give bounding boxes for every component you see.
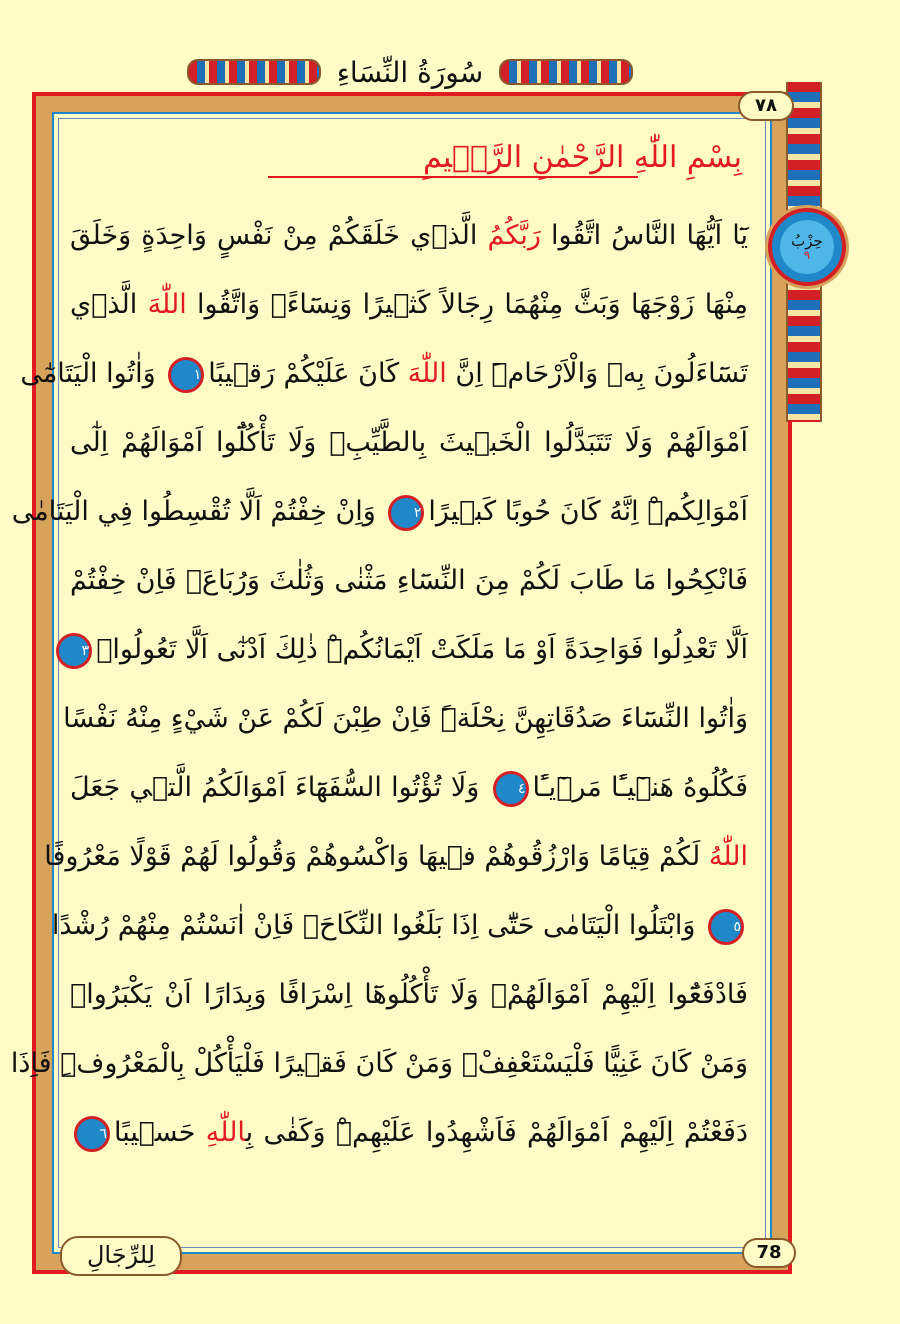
verse-text: اَلَّا تَعْدِلُوا فَوَاحِدَةً اَوْ مَا مَلَكَتْ اَيْمَانُكُمْۜ ذٰلِكَ اَدْنٰٓى اَلَّا تَعُولُواۜ — [96, 634, 748, 665]
verse-text: وَلَا تُؤْتُوا السُّفَهَٓاءَ اَمْوَالَكُمُ الَّت۪ي جَعَلَ — [70, 772, 489, 803]
ayah-number-marker: ٦ — [74, 1116, 110, 1152]
divine-name: رَبَّكُمُ — [487, 220, 541, 251]
verse-line — [51, 896, 748, 956]
verse-text: اَمْوَالَهُمْ وَلَا تَتَبَدَّلُوا الْخَب۪يثَ بِالطَّيِّبِۖ وَلَا تَأْكُلُٓوا اَمْوَالَهُمْ اِلٰٓى — [70, 427, 748, 458]
verse-text: يَٓا اَيُّهَا النَّاسُ اتَّقُوا — [540, 220, 748, 251]
surah-header — [150, 52, 670, 92]
verse-text: الَّذ۪ي خَلَقَكُمْ مِنْ نَفْسٍ وَاحِدَةٍ وَخَلَقَ — [70, 220, 488, 251]
ayah-number-marker: ٢ — [388, 495, 424, 531]
hizb-medallion — [768, 208, 846, 286]
verse-line — [11, 482, 748, 542]
page-number-bottom: 78 — [742, 1238, 796, 1268]
header-ornament-left — [187, 59, 321, 85]
verse-line — [63, 689, 748, 749]
verse-text: اَمْوَالِكُمْۜ اِنَّهُ كَانَ حُوبًا كَب۪يرًا — [428, 496, 748, 527]
verse-line — [70, 1103, 748, 1163]
ayah-number-marker: ٣ — [56, 633, 92, 669]
verse-text: فَانْكِحُوا مَا طَابَ لَكُمْ مِنَ النِّسَٓاءِ مَثْنٰى وَثُلٰثَ وَرُبَاعَۚ فَاِنْ خِفْتُمْ — [70, 565, 748, 596]
verse-line — [20, 344, 748, 404]
verse-text: الَّذ۪ي — [70, 289, 148, 320]
verse-text: وَابْتَلُوا الْيَتَامٰى حَتّٰٓى اِذَا بَلَغُوا النِّكَاحَۚ فَاِنْ اٰنَسْتُمْ مِنْهُمْ رُشْدًا — [51, 910, 704, 941]
verse-line — [70, 206, 748, 266]
verse-line — [70, 413, 748, 473]
verse-text: مِنْهَا زَوْجَهَا وَبَثَّ مِنْهُمَا رِجَالاً كَث۪يرًا وَنِسَٓاءًۚ وَاتَّقُوا — [186, 289, 748, 320]
hizb-label: حِزْبُ — [791, 232, 823, 250]
divine-name: اللّٰهِ — [205, 1117, 246, 1148]
divine-name: اللّٰهَ — [147, 289, 187, 320]
header-ornament-right — [499, 59, 633, 85]
verse-text: وَاِنْ خِفْتُمْ اَلَّا تُقْسِطُوا فِي الْيَتَامٰى — [11, 496, 385, 527]
divine-name: اللّٰهَ — [407, 358, 447, 389]
basmala-underline — [268, 176, 638, 178]
basmala: بِسْمِ اللّٰهِ الرَّحْمٰنِ الرَّح۪يمِ — [423, 140, 742, 175]
verse-line — [70, 551, 748, 611]
ayah-number-marker: ٥ — [708, 909, 744, 945]
verse-text: دَفَعْتُمْ اِلَيْهِمْ اَمْوَالَهُمْ فَاَشْهِدُوا عَلَيْهِمْۜ وَكَفٰى بِ — [245, 1117, 748, 1148]
verse-text: حَس۪يبًا — [114, 1117, 206, 1148]
verse-line — [70, 275, 748, 335]
verse-text: وَاٰتُوا النِّسَٓاءَ صَدُقَاتِهِنَّ نِحْلَةًۜ فَاِنْ طِبْنَ لَكُمْ عَنْ شَيْءٍ مِنْهُ نَفْسًا — [63, 703, 748, 734]
surah-title: سُورَةُ النِّسَاءِ — [336, 55, 484, 89]
verse-text: وَاٰتُوا الْيَتَامٰٓى — [20, 358, 165, 389]
catchword: لِلرِّجَالِ — [60, 1236, 182, 1276]
hizb-inner — [780, 220, 834, 274]
page-number-top: ٧٨ — [738, 91, 794, 121]
divine-name: اللّٰهُ — [708, 841, 748, 872]
verse-text: فَكُلُوهُ هَن۪ٓيـًٔا مَر۪ٓيـًٔا — [532, 772, 749, 803]
verse-line — [44, 827, 748, 887]
verse-line — [10, 1034, 748, 1094]
verse-text: تَسَٓاءَلُونَ بِه۪ وَالْاَرْحَامَۜ اِنَّ — [446, 358, 748, 389]
verse-text: فَادْفَعُٓوا اِلَيْهِمْ اَمْوَالَهُمْۚ وَلَا تَأْكُلُوهَٓا اِسْرَافًا وَبِدَارًا اَنْ يَكْبَرُواۜ — [70, 979, 748, 1010]
verse-line — [70, 965, 748, 1025]
verse-text: وَمَنْ كَانَ غَنِيًّا فَلْيَسْتَعْفِفْۚ وَمَنْ كَانَ فَق۪يرًا فَلْيَأْكُلْ بِالْمَعْرُوفِۜ فَاِذَا — [10, 1048, 748, 1079]
verse-line — [70, 620, 748, 680]
hizb-number: ٩ — [803, 248, 811, 262]
verse-line — [70, 758, 748, 818]
verse-text: كَانَ عَلَيْكُمْ رَق۪يبًا — [208, 358, 408, 389]
page-frame — [32, 92, 792, 1274]
ayah-number-marker: ١ — [168, 357, 204, 393]
ayah-number-marker: ٤ — [493, 771, 529, 807]
verse-text: لَكُمْ قِيَامًا وَارْزُقُوهُمْ ف۪يهَا وَاكْسُوهُمْ وَقُولُوا لَهُمْ قَوْلًا مَعْرُوفًا — [44, 841, 709, 872]
